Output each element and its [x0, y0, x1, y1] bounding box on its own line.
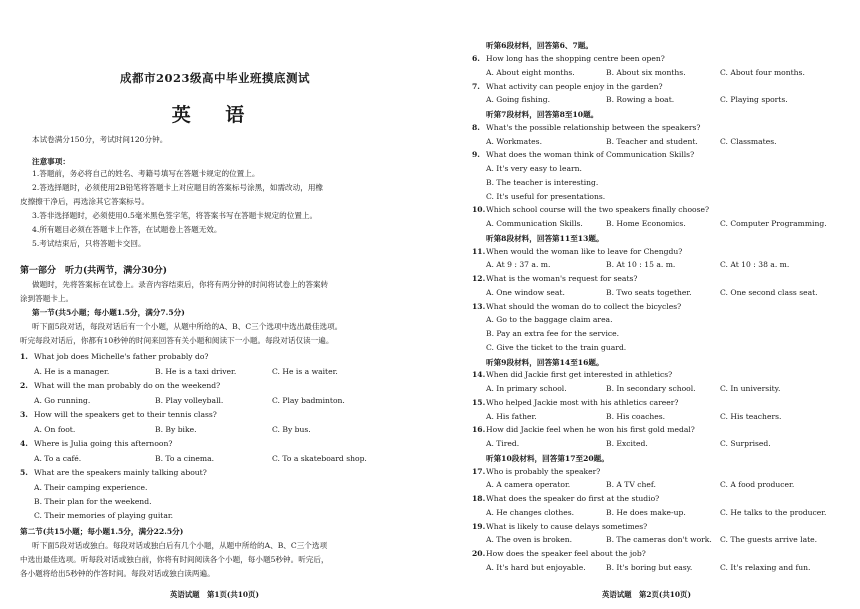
option-line: C. It's useful for presentations.: [486, 191, 606, 201]
option-c: C. About four months.: [720, 67, 805, 77]
section2-desc-3: 各小题将给出5秒钟的作答时间。每段对话或独白读两遍。: [20, 569, 215, 578]
option-line: A. Go to the baggage claim area.: [486, 315, 613, 325]
question-1: 1. What job does Michelle's father probably do?: [20, 352, 209, 361]
option-a: A. His father.: [486, 411, 537, 421]
option-c: C. In university.: [720, 384, 781, 393]
notes-title: 注意事项：: [32, 157, 70, 166]
q3-option-c: C. By bus.: [272, 425, 311, 434]
option-c: C. A food producer.: [720, 480, 795, 490]
note-5: 5.考试结束后，只将答题卡交回。: [32, 239, 146, 248]
question-8: 8. What's the possible relationship between the speakers?: [472, 122, 701, 132]
section2-heading: 第二节(共15小题；每小题1.5分，满分22.5分): [20, 527, 184, 536]
note-2: 2.答选择题时，必须使用2B铅笔将答题卡上对应题目的答案标号涂黑，如需改动，用橡: [32, 183, 324, 192]
question-17: 17.Who is probably the speaker?: [472, 466, 601, 476]
section1-desc-2: 听完每段对话后，你都有10秒钟的时间来回答有关小题和阅读下一小题。每段对话仅读一遍。: [20, 336, 334, 345]
option-b: B. The cameras don't work.: [606, 535, 712, 545]
option-c: C. Playing sports.: [720, 95, 788, 105]
option-c: C. Surprised.: [720, 439, 771, 448]
section1-heading: 第一节(共5小题；每小题1.5分，满分7.5分): [32, 308, 185, 317]
option-c: C. One second class seat.: [720, 287, 818, 297]
q5-option-a: A. Their camping experience.: [34, 483, 148, 492]
question-5: 5. What are the speakers mainly talking about?: [20, 468, 207, 477]
question-18: 18.What does the speaker do first at the studio?: [472, 494, 660, 503]
question-11: 11.When would the woman like to leave for Chengdu?: [472, 246, 683, 256]
part1-desc-2: 涂到答题卡上。: [20, 294, 74, 303]
q3-option-a: A. On foot.: [34, 425, 76, 434]
option-line: B. The teacher is interesting.: [486, 177, 599, 187]
option-b: B. His coaches.: [606, 411, 666, 421]
question-19: 19.What is likely to cause delays sometimes?: [472, 521, 648, 531]
q3-option-b: B. By bike.: [155, 425, 197, 434]
option-b: B. A TV chef.: [606, 480, 656, 490]
option-line: A. It's very easy to learn.: [486, 164, 582, 173]
q1-option-c: C. He is a waiter.: [272, 367, 338, 376]
note-1: 1.答题前，务必将自己的姓名、考籍号填写在答题卡规定的位置上。: [32, 169, 260, 178]
option-a: A. In primary school.: [486, 384, 567, 393]
option-a: A. A camera operator.: [486, 480, 571, 490]
part1-heading: 第一部分 听力(共两节，满分30分): [20, 266, 168, 276]
material-heading: 听第8段材料，回答第11至13题。: [486, 233, 604, 243]
option-line: B. Pay an extra fee for the service.: [486, 329, 620, 338]
question-3: 3. How will the speakers get to their tennis class?: [20, 410, 217, 419]
exam-intro: 本试卷满分150分，考试时间120分钟。: [32, 135, 168, 144]
question-6: 6. How long has the shopping centre been open?: [472, 54, 665, 63]
option-a: A. Workmates.: [486, 136, 542, 146]
q1-option-b: B. He is a taxi driver.: [155, 367, 237, 376]
question-20: 20.How does the speaker feel about the job?: [472, 549, 646, 558]
option-b: B. Home Economics.: [606, 219, 686, 228]
question-15: 15.Who helped Jackie most with his athletics career?: [472, 397, 679, 407]
option-a: A. Communication Skills.: [486, 219, 583, 228]
option-b: B. In secondary school.: [606, 384, 696, 393]
q5-option-c: C. Their memories of playing guitar.: [34, 511, 174, 520]
section2-desc-2: 中选出最佳选项。听每段对话或独白前，你将有时间阅读各个小题，每小题5秒钟。听完后，: [20, 555, 329, 564]
option-a: A. About eight months.: [486, 67, 575, 77]
question-16: 16.How did Jackie feel when he won his first gold medal?: [472, 425, 695, 435]
option-b: B. About six months.: [606, 67, 686, 77]
page-footer-1: 英语试题 第1页(共10页): [170, 590, 259, 599]
option-a: A. Going fishing.: [486, 95, 550, 105]
note-2-cont: 皮擦擦干净后，再选涂其它答案标号。: [20, 197, 150, 206]
option-c: C. Computer Programming.: [720, 219, 827, 228]
note-3: 3.答非选择题时，必须使用0.5毫米黑色签字笔，将答案书写在答题卡规定的位置上。: [32, 211, 318, 220]
question-4: 4. Where is Julia going this afternoon?: [20, 439, 173, 448]
option-c: C. He talks to the producer.: [720, 507, 827, 517]
option-line: C. Give the ticket to the train guard.: [486, 342, 627, 352]
option-b: B. At 10 : 15 a. m.: [606, 260, 676, 270]
question-13: 13.What should the woman do to collect the bicycles?: [472, 301, 682, 311]
option-a: A. Tired.: [486, 439, 520, 448]
q4-option-c: C. To a skateboard shop.: [272, 454, 367, 463]
option-c: C. At 10 : 38 a. m.: [720, 260, 790, 270]
option-a: A. The oven is broken.: [486, 535, 573, 545]
material-6-heading: 听第6段材料，回答第6、7题。: [486, 41, 593, 50]
material-heading: 听第10段材料，回答第17至20题。: [486, 453, 609, 463]
question-10: 10.Which school course will the two speakers finally choose?: [472, 205, 710, 215]
option-c: C. Classmates.: [720, 136, 777, 146]
material-heading: 听第9段材料，回答第14至16题。: [486, 357, 604, 367]
question-7: 7. What activity can people enjoy in the garden?: [472, 81, 663, 91]
question-2: 2. What will the man probably do on the weekend?: [20, 381, 221, 390]
q2-option-c: C. Play badminton.: [272, 396, 345, 405]
option-a: A. He changes clothes.: [486, 507, 575, 517]
option-b: B. It's boring but easy.: [606, 562, 693, 572]
subject-title: 英 语: [171, 104, 259, 126]
right-page: [430, 0, 860, 609]
q1-option-a: A. He is a manager.: [34, 367, 110, 376]
q4-option-a: A. To a café.: [34, 454, 82, 463]
q2-option-a: A. Go running.: [34, 396, 91, 405]
material-heading: 听第7段材料，回答第8至10题。: [486, 110, 599, 119]
question-14: 14.When did Jackie first get interested in athletics?: [472, 370, 673, 380]
q5-option-b: B. Their plan for the weekend.: [34, 497, 152, 506]
question-12: 12.What is the woman's request for seats?: [472, 274, 638, 283]
option-c: C. It's relaxing and fun.: [720, 562, 811, 572]
section1-desc-1: 听下面5段对话，每段对话后有一个小题，从题中所给的A、B、C三个选项中选出最佳选项。: [32, 322, 343, 331]
option-c: C. The guests arrive late.: [720, 535, 818, 545]
option-b: B. Rowing a boat.: [606, 95, 675, 105]
option-a: A. It's hard but enjoyable.: [486, 562, 586, 572]
option-b: B. Teacher and student.: [606, 136, 698, 146]
part1-desc-1: 做题时，先将答案标在试卷上。录音内容结束后，你将有两分钟的时间将试卷上的答案转: [32, 280, 329, 289]
section2-desc-1: 听下面5段对话或独白。每段对话或独白后有几个小题，从题中所给的A、B、C三个选项: [32, 541, 328, 550]
option-b: B. He does make-up.: [606, 507, 686, 517]
question-9: 9. What does the woman think of Communication Skills?: [472, 150, 695, 160]
option-b: B. Two seats together.: [606, 287, 692, 297]
option-a: A. At 9 : 37 a. m.: [486, 260, 551, 270]
note-4: 4.所有题目必须在答题卡上作答，在试题卷上答题无效。: [32, 225, 222, 234]
exam-title: 成都市2023级高中毕业班摸底测试: [119, 71, 310, 85]
option-c: C. His teachers.: [720, 411, 782, 421]
option-b: B. Excited.: [606, 439, 648, 448]
q4-option-b: B. To a cinema.: [155, 454, 215, 463]
option-a: A. One window seat.: [486, 287, 565, 297]
page-footer-2: 英语试题 第2页(共10页): [602, 590, 691, 599]
q2-option-b: B. Play volleyball.: [155, 396, 224, 405]
